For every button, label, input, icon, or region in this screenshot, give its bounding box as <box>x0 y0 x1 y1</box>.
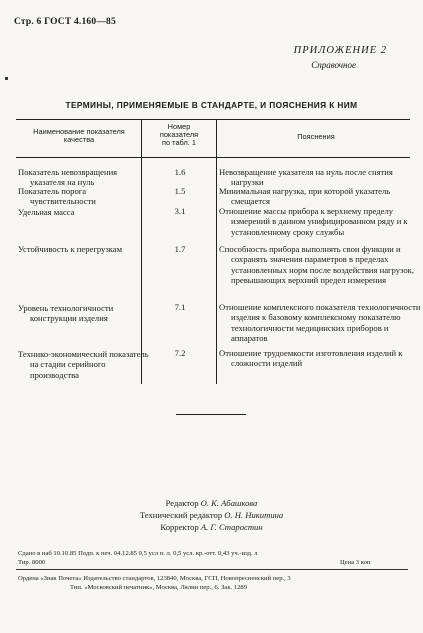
imprint-line-1: Сдано в наб 10.10.85 Подп. к печ. 04.12.85 0,5 усл п. л. 0,5 усл. кр.-отт. 0,43 уч.-изд. л <box>18 550 258 557</box>
row-5-name: Уровень технологичности конструкции изделия <box>18 303 114 324</box>
row-5-note: Отношение комплексного показателя технологичности изделия к базовому комплексному показателю технологичности медицинских приборов и аппаратов <box>219 302 421 343</box>
row-6-name: Технико-экономический показатель на стадии серийного производства <box>18 349 149 380</box>
row-4-name: Устойчивость к перегрузкам <box>18 244 123 254</box>
credit-editor <box>0 497 423 509</box>
appendix-subtitle: Справочное <box>311 60 356 70</box>
credit-corrector <box>0 521 423 533</box>
row-2-name: Показатель порога чувствительности <box>18 186 96 207</box>
header-col-number: Номер показателя по табл. 1 <box>159 122 199 147</box>
imprint-line-4: Тип. «Московский печатник», Москва, Лялин пер., 6. Зак. 1289 <box>70 584 248 591</box>
row-2-note: Минимальная нагрузка, при которой указатель смещается <box>219 186 391 207</box>
imprint-line-3: Ордена «Знак Почета» Издательство стандартов, 123840, Москва, ГСП, Новопресненский пер., 3 <box>18 575 291 582</box>
tech-editor-name: О. Н. Никитина <box>224 510 284 520</box>
page-header: Стр. 6 ГОСТ 4.160—85 <box>14 17 116 27</box>
imprint-line-2-right: Цена 3 коп <box>340 559 371 566</box>
margin-mark <box>5 77 8 80</box>
header-col-name: Наименование показателя качества <box>33 127 125 144</box>
document-title: ТЕРМИНЫ, ПРИМЕНЯЕМЫЕ В СТАНДАРТЕ, И ПОЯСНЕНИЯ К НИМ <box>65 100 358 110</box>
row-6-number: 7.2 <box>174 348 186 358</box>
row-4-note: Способность прибора выполнять свои функции и сохранять значения параметров в пределах установленных норм после воздействия нагрузок, превышающих верхний предел измерения <box>219 244 415 285</box>
row-1-number: 1.6 <box>174 167 186 177</box>
section-separator <box>176 414 246 415</box>
corrector-name: А. Г. Старостин <box>200 522 263 532</box>
tech-editor-label: Технический редактор <box>139 510 223 520</box>
row-1-name: Показатель невозвращения указателя на нуль <box>18 167 118 188</box>
imprint-rule <box>16 569 408 570</box>
header-col-notes: Пояснения <box>297 132 335 141</box>
editor-name: О. К. Абашкова <box>200 498 258 508</box>
row-5-number: 7.1 <box>174 302 186 312</box>
row-4-number: 1.7 <box>174 244 186 254</box>
corrector-label: Корректор <box>160 522 199 532</box>
terms-table <box>16 119 421 384</box>
row-6-note: Отношение трудоемкости изготовления изделий к сложности изделий <box>219 348 403 369</box>
appendix-title: ПРИЛОЖЕНИЕ 2 <box>293 45 387 56</box>
row-3-number: 3.1 <box>174 206 186 216</box>
row-1-note: Невозвращение указателя на нуль после снятия нагрузки <box>219 167 393 188</box>
imprint-line-2-left: Тир. 8000 <box>18 559 46 566</box>
editor-label: Редактор <box>165 498 199 508</box>
table-header-border <box>16 157 410 158</box>
row-3-name: Удельная масса <box>18 207 75 217</box>
credit-tech-editor <box>0 509 423 521</box>
row-3-note: Отношение массы прибора к верхнему пределу измерений в данном унифицированном ряду и к установленному сроку службы <box>219 206 408 237</box>
table-col-divider-2 <box>216 119 217 384</box>
row-2-number: 1.5 <box>174 186 186 196</box>
table-top-border <box>16 119 410 120</box>
